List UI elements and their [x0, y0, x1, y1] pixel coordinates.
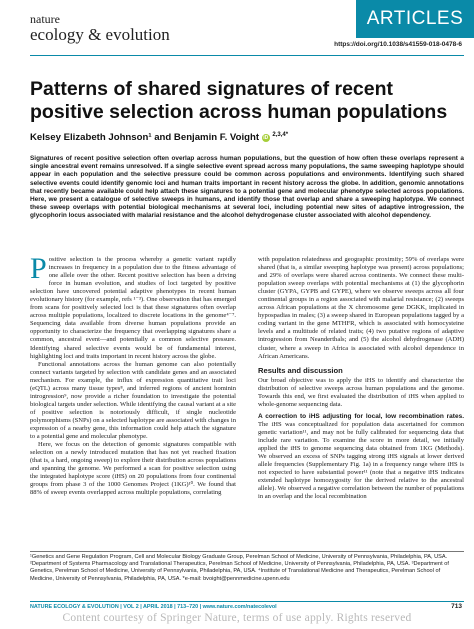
journal-name-line2: ecology & evolution [30, 25, 170, 44]
orcid-icon[interactable]: iD [263, 135, 269, 142]
article-title: Patterns of shared signatures of recent positive selection across human populations [30, 78, 448, 123]
journal-footer [30, 604, 277, 610]
doi-link-container [334, 41, 462, 48]
author-list [30, 132, 288, 143]
section-tab: ARTICLES [356, 0, 474, 38]
journal-name-line1: nature [30, 12, 60, 26]
body-column-right [258, 256, 464, 501]
author-names: Kelsey Elizabeth Johnson¹ and Benjamin F. Voight [30, 132, 260, 144]
intro-paragraph-2: Functional annotations across the human genome can also potentially connect variants targeted by selection with candidate genes and an associated mechanism. For example, the influx of expression quantitative trait loci (eQTL) across many tissue types⁸, and inferred regions of ancient hominin introgression⁹, now provide a richer foundation to investigate the potential biological targets under selection. While identifying the causal variant at a site of positive selection is notoriously difficult, if single nucleotide polymorphisms (SNPs) on a selected haplotype are associated with changes in expression of a nearby gene, this information could help attach the signature to a potential gene and molecular phenotype. [30, 360, 236, 441]
intro-paragraph-4: with population relatedness and geographic proximity; 59% of overlaps were shared (that is, a similar sweeping haplotype was present) across populations; and 29% of overlaps were shared across continents. We connect these multi-population sweep overlaps with potential mechanisms at (1) the glycophorin cluster (GYPA, GYPB and GYPE), where we observe sweeps across all four continental groups in a region associated with malarial resistance; (2) sweeps across African populations at the X chromosome gene DGKK, implicated in hypospadias in males; (3) a sweep shared in European populations tagged by a coding variant in the gene MTHFR, which is associated with homocysteine levels and a multitude of related traits; (4) two putative regions of adaptive introgression from Neanderthals; and (5) the alcohol dehydrogenase (ADH) cluster, where a sweep in Africa is associated with alcohol dependence in African Americans. [258, 256, 464, 360]
section-heading: Results and discussion [258, 365, 343, 375]
header-divider [30, 55, 464, 56]
watermark: Content courtesy of Springer Nature, terms of use apply. Rights reserved [62, 612, 412, 624]
results-paragraph-2 [258, 413, 464, 502]
intro-paragraph-3: Here, we focus on the detection of genomic signatures compatible with selection on a newly introduced mutation that has not yet reached fixation (that is, a hard, ongoing sweep) to explore their distribution across populations and spanning the genome. We performed a scan for positive selection using the integrated haplotype score (iHS) on 20 populations from four continental groups from phase 3 of the 1000 Genomes Project (1KG)¹⁰. We found that 88% of sweep events overlapped across multiple populations, correlating [30, 441, 237, 497]
intro-paragraph-1-text: ositive selection is the process whereby a genetic variant rapidly increases in frequency in a population due to the fitness advantage of one allele over the other. Recent positive selection has been a driving force in human evolution, and studies of loci targeted by positive selection have uncovered potential adaptive phenotypes in recent human evolutionary history (for example, refs ¹⁻³). One observation that has emerged from scans for positively selected loci is that these signatures often overlap across multiple populations, localized to discrete locations in the genome⁴⁻⁷. Sequencing data available from diverse human populations provide an opportunity to characterize the frequency that overlapping signatures share a common, ancestral event—and potentially a common selective pressure. Identifying shared selective events would be of fundamental interest, highlighting loci and traits important in recent history across the globe. [30, 256, 236, 360]
footnote-divider [30, 551, 464, 552]
results-paragraph-2-text: The iHS was conceptualized for population data ascertained for common genetic variation¹¹, and may not be fully calibrated for sequencing data that include rare variation. To examine the score in more detail, we initially applied the iHS to genome sequencing data obtained from 1KG (Methods). We observed an excess of SNPs tagging strong iHS signals at lower derived allele frequencies (Supplementary Fig. 1a) in a frequency range where iHS is not expected to have substantial power¹¹ (note that a negative iHS indicates extended haplotype homozygosity for the derived relative to the ancestral allele). We observed a negative correlation between the number of populations in an overlap and the local recombination [258, 420, 464, 501]
results-paragraph-1: Our broad objective was to apply the iHS to identify and characterize the distribution of selective sweeps across human populations and the genome. Towards this end, we first evaluated the distribution of iHS when applied to whole-genome sequencing data. [258, 376, 464, 408]
journal-footer-text: NATURE ECOLOGY & EVOLUTION | VOL 2 | APRIL 2018 | 713–720 | www.nature.com/natecolevol [30, 604, 277, 610]
abstract: Signatures of recent positive selection often overlap across human populations, but the question of how often these overlaps represent a single ancestral event remains unresolved. If a single selective event spread across many populations, the same sweeping haplotype should appear in each population and the selective pressure could be common across populations and environments. Identifying such shared selective events could identify genomic loci and human traits important in recent history across the globe. In addition, genomic annotations that recently became available could help attach these signatures to a potential gene and molecular phenotype selected across populations. Here, we present a catalogue of selective sweeps in humans, and identify those that overlap and share a sweeping haplotype. We connect these sweep overlaps with potential biological mechanisms at several loci, including potential new sites of adaptive introgression, the glycophorin locus associated with malarial resistance and the alcohol dehydrogenase cluster associated with alcohol dependency. [30, 155, 464, 220]
affiliations: ¹Genetics and Gene Regulation Program, Cell and Molecular Biology Graduate Group, Perelman School of Medicine, University of Pennsylvania, Philadelphia, PA, USA. ²Department of Systems Pharmacology and Translational Therapeutics, Perelman School of Medicine, University of Pennsylvania, Philadelphia, PA, USA. ³Department of Genetics, Perelman School of Medicine, University of Pennsylvania, Philadelphia, PA, USA. ⁴Institute of Translational Medicine and Therapeutics, Perelman School of Medicine, University of Pennsylvania, Philadelphia, PA, USA. *e-mail: bvoight@pennmedicine.upenn.edu [30, 554, 449, 582]
doi-link[interactable]: https://doi.org/10.1038/s41559-018-0478-6 [334, 41, 462, 48]
journal-logo [30, 13, 170, 43]
header-bar [0, 0, 474, 58]
body-column-left [30, 252, 237, 497]
intro-paragraph-1 [30, 252, 236, 361]
drop-cap: P [30, 252, 47, 285]
footer-divider [30, 601, 464, 602]
subsection-heading: A correction to iHS adjusting for local, low recombination rates. [258, 412, 464, 420]
author-affiliation-marks: 2,3,4* [272, 132, 289, 138]
page-number: 713 [451, 603, 462, 610]
